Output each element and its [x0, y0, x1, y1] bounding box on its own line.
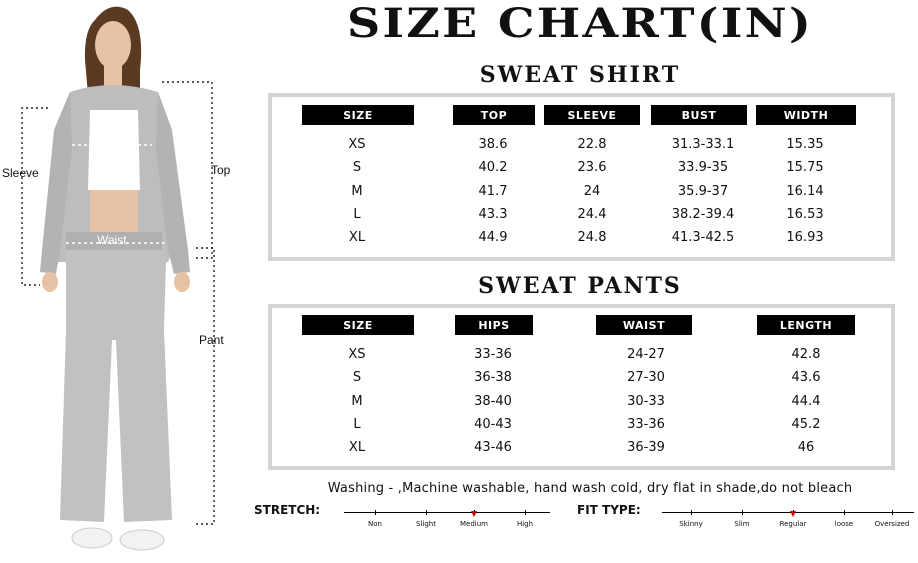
fit-tick: [844, 510, 845, 515]
model-figure: [0, 0, 245, 559]
sweatshirt-cell: 16.93: [786, 230, 824, 246]
page-title: SIZE CHART(IN): [346, 0, 814, 47]
sweatshirt-cell: 40.2: [478, 160, 508, 176]
sweatpants-title: SWEAT PANTS: [478, 273, 682, 299]
sweatpants-cell: 36-38: [474, 370, 512, 386]
stretch-option-label: Slight: [416, 520, 436, 528]
sweatpants-cell: 42.8: [791, 347, 821, 362]
sweatpants-cell: 45.2: [791, 416, 821, 432]
sweatshirt-cell: 24: [583, 183, 601, 199]
sweatshirt-cell: M: [351, 183, 363, 199]
sleeve-label: Sleeve: [2, 166, 39, 180]
sweatpants-header-waist: WAIST: [596, 315, 692, 335]
fit-option-label: Slim: [734, 520, 750, 528]
sweatpants-cell: 33-36: [627, 416, 665, 432]
sweatpants-cell: 38-40: [474, 393, 512, 409]
sweatshirt-cell: 33.9-35: [677, 160, 729, 176]
sweatpants-cell: 33-36: [474, 347, 512, 362]
sweatshirt-cell: 44.9: [478, 230, 508, 246]
sweatpants-cell: 24-27: [627, 347, 665, 362]
stretch-selected-marker-icon: [471, 511, 477, 517]
sweatpants-cell: XL: [348, 440, 366, 456]
sweatpants-cell: XS: [348, 347, 366, 362]
fit-tick: [892, 510, 893, 515]
fit-option-label: Regular: [779, 520, 807, 528]
sweatpants-cell: 44.4: [791, 393, 821, 409]
fit-option-label: Oversized: [874, 520, 910, 528]
sweatshirt-header-top: TOP: [453, 105, 535, 125]
model-illustration: [0, 0, 245, 559]
top-label: Top: [211, 163, 231, 177]
stretch-scale: [344, 510, 550, 540]
sweatshirt-cell: XS: [348, 137, 366, 152]
sweatshirt-cell: 35.9-37: [677, 183, 729, 199]
sweatshirt-cell: 31.3-33.1: [671, 137, 735, 152]
sweatshirt-title: SWEAT SHIRT: [479, 62, 681, 88]
sweatshirt-cell: L: [353, 206, 361, 222]
sweatshirt-header-width: WIDTH: [756, 105, 856, 125]
sweatpants-header-hips: HIPS: [455, 315, 533, 335]
sweatpants-cell: 27-30: [627, 370, 665, 386]
sweatshirt-cell: XL: [348, 230, 366, 246]
stretch-tick: [426, 510, 427, 515]
stretch-option-label: High: [516, 520, 534, 528]
sweatshirt-cell: 15.75: [786, 160, 824, 176]
fit-tick: [742, 510, 743, 515]
sweatpants-header-length: LENGTH: [757, 315, 855, 335]
fit-selected-marker-icon: [790, 511, 796, 517]
sweatpants-cell: 30-33: [627, 393, 665, 409]
sweatshirt-cell: S: [352, 160, 362, 176]
washing-instructions: Washing - ,Machine washable, hand wash cold, dry flat in shade,do not bleach: [327, 481, 853, 496]
sweatshirt-cell: 41.3-42.5: [671, 230, 735, 246]
fit-option-label: Skinny: [679, 520, 703, 528]
waist-label: Waist: [97, 233, 127, 247]
sweatpants-header-size: SIZE: [302, 315, 414, 335]
stretch-label: STRETCH:: [254, 503, 321, 517]
sweatshirt-cell: 23.6: [577, 160, 607, 176]
sweatshirt-cell: 16.14: [786, 183, 824, 199]
stretch-option-label: Medium: [460, 520, 488, 528]
sweatshirt-cell: 38.6: [478, 137, 508, 152]
sweatshirt-cell: 22.8: [577, 137, 607, 152]
sweatpants-cell: S: [352, 370, 362, 386]
sweatshirt-cell: 38.2-39.4: [671, 206, 735, 222]
sweatshirt-cell: 24.8: [577, 230, 607, 246]
stretch-option-label: Non: [368, 520, 382, 528]
sweatshirt-cell: 41.7: [478, 183, 508, 199]
sweatpants-cell: M: [351, 393, 363, 409]
stretch-tick: [375, 510, 376, 515]
sweatpants-cell: L: [353, 416, 361, 432]
sweatpants-cell: 43.6: [791, 370, 821, 386]
sweatshirt-cell: 24.4: [577, 206, 607, 222]
sweatpants-cell: 43-46: [474, 440, 512, 456]
sweatpants-cell: 40-43: [474, 416, 512, 432]
stretch-tick: [525, 510, 526, 515]
fit-option-label: loose: [834, 520, 854, 528]
fit-type-scale: [662, 510, 914, 540]
sweatshirt-header-sleeve: SLEEVE: [544, 105, 640, 125]
pant-label: Pant: [199, 333, 224, 347]
sweatshirt-header-bust: BUST: [651, 105, 747, 125]
sweatpants-cell: 36-39: [627, 440, 665, 456]
sweatshirt-cell: 16.53: [786, 206, 824, 222]
fit-scale-line: [662, 512, 914, 513]
sweatshirt-cell: 43.3: [478, 206, 508, 222]
sweatpants-cell: 46: [797, 440, 815, 456]
sweatshirt-cell: 15.35: [786, 137, 824, 152]
fit-tick: [691, 510, 692, 515]
sweatshirt-header-size: SIZE: [302, 105, 414, 125]
fit-type-label: FIT TYPE:: [577, 503, 641, 517]
bust-label: Bust: [98, 131, 123, 145]
